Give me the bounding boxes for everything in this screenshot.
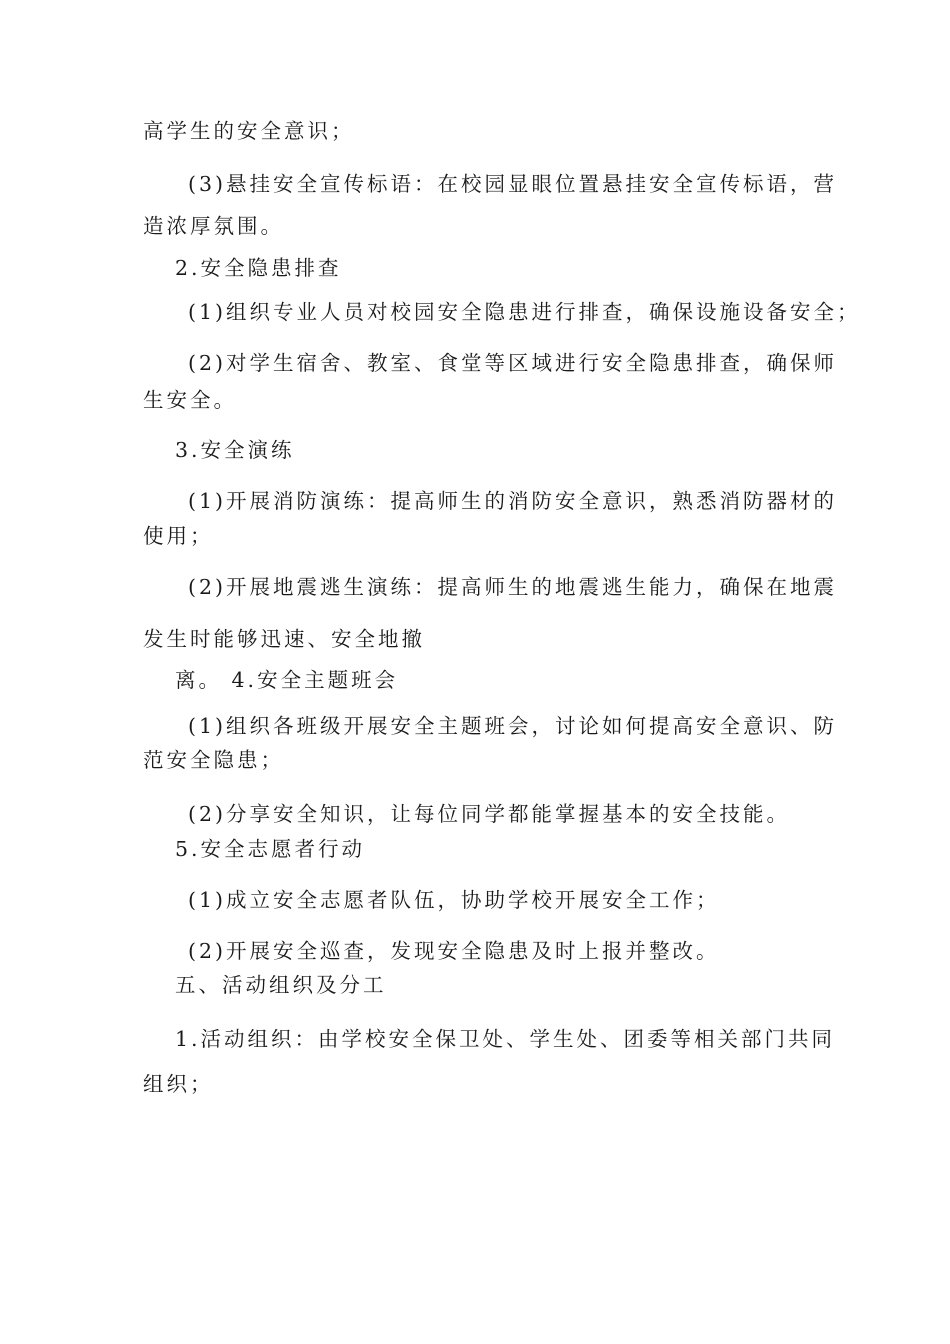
text-line: (1)成立安全志愿者队伍，协助学校开展安全工作；: [188, 888, 720, 912]
text-line: 使用；: [143, 524, 214, 548]
text-line: 高学生的安全意识；: [143, 119, 355, 143]
text-line: (1)开展消防演练：提高师生的消防安全意识，熟悉消防器材的: [188, 489, 838, 513]
text-line: (2)开展地震逃生演练：提高师生的地震逃生能力，确保在地震: [188, 575, 838, 599]
text-line: 生安全。: [143, 388, 237, 412]
text-line: 发生时能够迅速、安全地撤: [143, 627, 425, 651]
text-line: 造浓厚氛围。: [143, 214, 284, 238]
text-line: (1)组织专业人员对校园安全隐患进行排查，确保设施设备安全；: [188, 300, 861, 324]
section-heading: 五、活动组织及分工: [175, 973, 387, 997]
text-line: 1.活动组织：由学校安全保卫处、学生处、团委等相关部门共同: [175, 1027, 836, 1051]
text-line: (2)开展安全巡查，发现安全隐患及时上报并整改。: [188, 939, 720, 963]
text-line: 组织；: [143, 1072, 214, 1096]
text-line: (2)分享安全知识，让每位同学都能掌握基本的安全技能。: [188, 802, 791, 826]
section-heading: 3.安全演练: [175, 438, 295, 462]
section-heading: 2.安全隐患排查: [175, 256, 342, 280]
text-line: (1)组织各班级开展安全主题班会，讨论如何提高安全意识、防: [188, 714, 838, 738]
text-line: (3)悬挂安全宣传标语：在校园显眼位置悬挂安全宣传标语，营: [188, 172, 838, 196]
text-line: 离。 4.安全主题班会: [175, 668, 399, 692]
section-heading: 5.安全志愿者行动: [175, 837, 366, 861]
text-line: 范安全隐患；: [143, 748, 284, 772]
text-line: (2)对学生宿舍、教室、食堂等区域进行安全隐患排查，确保师: [188, 351, 838, 375]
